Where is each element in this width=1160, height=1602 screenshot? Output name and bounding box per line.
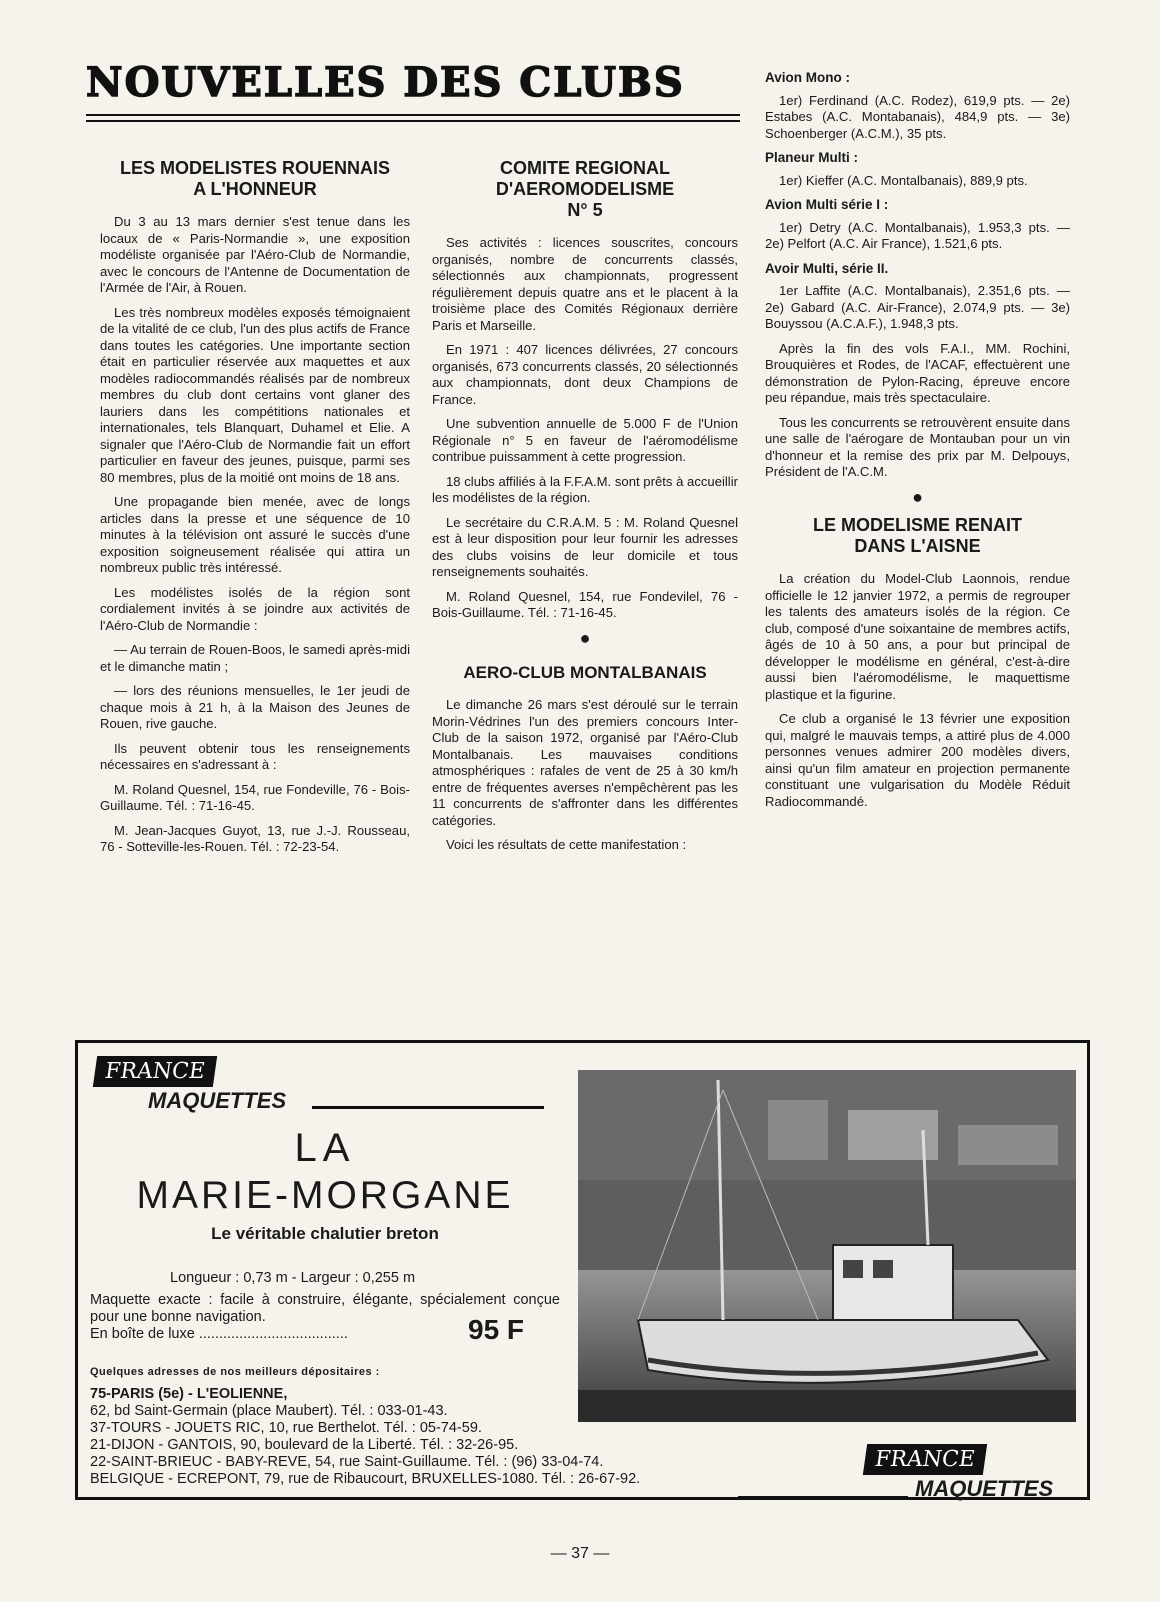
dealers-heading: Quelques adresses de nos meilleurs dépositaires : bbox=[90, 1366, 380, 1378]
ad-price: 95 F bbox=[468, 1314, 525, 1345]
paragraph: 18 clubs affiliés à la F.F.A.M. sont prêts à accueillir les modélistes de la région. bbox=[432, 473, 738, 505]
ad-description: Maquette exacte : facile à construire, élégante, spécialement conçue pour une bonne navigation. bbox=[90, 1292, 560, 1325]
ad-title-line1: LA bbox=[294, 1126, 356, 1170]
section-heading: Avoir Multi, série II. bbox=[765, 260, 889, 276]
paragraph: 1er) Ferdinand (A.C. Rodez), 619,9 pts. — 2e) Estabes (A.C. Montabanais), 484,9 pts. — 3e) Schoenberger (A.C.M.), 35 pts. bbox=[765, 92, 1070, 141]
brand-rule bbox=[312, 1106, 544, 1109]
boat-illustration bbox=[578, 1070, 1076, 1422]
paragraph: — lors des réunions mensuelles, le 1er jeudi de chaque mois à 21 h, à la Maison des Jeunes de Rouen, rive gauche. bbox=[100, 683, 410, 731]
ad-subtitle: Le véritable chalutier breton bbox=[211, 1224, 439, 1243]
paragraph: Une propagande bien menée, avec de longs articles dans la presse et une séquence de 10 minutes à la télévision ont assuré le succès d'une exposition soigneusement réalisée qui attira un nombreux public très intéressé. bbox=[100, 494, 410, 575]
paragraph: Après la fin des vols F.A.I., MM. Rochini, Brouquières et Rodes, de l'ACAF, effectuèrent une démonstration de Pylon-Racing, épreuve encore peu répandue, mais très spectaculaire. bbox=[765, 340, 1070, 405]
paragraph: Du 3 au 13 mars dernier s'est tenue dans les locaux de « Paris-Normandie », une exposition modéliste organisée par l'Aéro-Club de Normandie, avec le concours de l'Antenne de Documentation de l'Armée de l'Air, à Rouen. bbox=[100, 214, 410, 295]
paragraph: Les modélistes isolés de la région sont cordialement invités à se joindre aux activités de l'Aéro-Club de Normandie : bbox=[100, 584, 410, 633]
separator-bullet: ● bbox=[579, 627, 591, 648]
dealer-line: 62, bd Saint-Germain (place Maubert). Tél. : 033-01-43. bbox=[90, 1403, 448, 1419]
section-heading: Avion Multi série I : bbox=[765, 197, 889, 212]
dealer-line: 75-PARIS (5e) - L'EOLIENNE, bbox=[90, 1386, 288, 1402]
dealer-line: 37-TOURS - JOUETS RIC, 10, rue Berthelot. Tél. : 05-74-59. bbox=[90, 1420, 482, 1436]
paragraph: Tous les concurrents se retrouvèrent ensuite dans une salle de l'aérogare de Montauban pour un vin d'honneur et la remise des prix par M. Delpouys, Président de l'A.C.M. bbox=[765, 414, 1070, 479]
section-heading: Planeur Multi : bbox=[765, 150, 859, 165]
paragraph: Ce club a organisé le 13 février une exposition qui, malgré le mauvais temps, a attiré plus de 4.000 personnes venues admirer 200 modèles divers, ainsi qu'un film amateur en projection permanente constituant une vulgarisation du Modèle Réduit Radiocommandé. bbox=[765, 711, 1070, 809]
brand-name: MAQUETTES bbox=[148, 1088, 287, 1113]
paragraph: M. Roland Quesnel, 154, rue Fondeville, 76 - Bois-Guillaume. Tél. : 71-16-45. bbox=[100, 781, 410, 813]
paragraph: M. Roland Quesnel, 154, rue Fondevilel, 76 - Bois-Guillaume. Tél. : 71-16-45. bbox=[432, 588, 738, 620]
section-heading: Avion Mono : bbox=[765, 70, 850, 85]
brand-rule-bottom bbox=[738, 1496, 908, 1499]
paragraph: M. Jean-Jacques Guyot, 13, rue J.-J. Rousseau, 76 - Sotteville-les-Rouen. Tél. : 72-23-54. bbox=[100, 822, 410, 854]
dealer-line: BELGIQUE - ECREPONT, 79, rue de Ribaucourt, BRUXELLES-1080. Tél. : 26-67-92. bbox=[90, 1471, 641, 1487]
article-comite bbox=[432, 158, 738, 862]
paragraph: Le dimanche 26 mars s'est déroulé sur le terrain Morin-Védrines l'un des premiers concours Inter-Club de la saison 1972, organisé par l'Aéro-Club Montalbanais. Les mauvaises conditions atmosphériques : rafales de vent de 25 à 30 km/h entre de fréquentes averses n'empêchèrent pas les 11 concurrents de s'affronter dans les différentes catégories. bbox=[432, 697, 738, 828]
brand-name-bottom: MAQUETTES bbox=[915, 1476, 1054, 1501]
ad-box-line: En boîte de luxe ..................................... bbox=[90, 1326, 348, 1342]
article-title: LE MODELISME RENAIT DANS L'AISNE bbox=[812, 515, 1022, 556]
article-title: AERO-CLUB MONTALBANAIS bbox=[463, 663, 707, 682]
paragraph: Une subvention annuelle de 5.000 F de l'Union Régionale n° 5 en faveur de l'aéromodélisme contribue puissamment à cette progression. bbox=[432, 416, 738, 464]
paragraph: Ses activités : licences souscrites, concours organisés, nombre de concurrents classés, sélectionnés aux championnats, progressent régulièrement depuis quatre ans et le placent à la troisième place des Comités Régionaux derrière Paris et Marseille. bbox=[432, 235, 738, 333]
dealer-line: 21-DIJON - GANTOIS, 90, boulevard de la Liberté. Tél. : 32-26-95. bbox=[90, 1437, 519, 1453]
article-rouennais bbox=[100, 158, 410, 864]
paragraph: Le secrétaire du C.R.A.M. 5 : M. Roland Quesnel est à leur disposition pour leur fournir les adresses des clubs voisins de leur domicile et tous renseignements souhaités. bbox=[432, 514, 738, 579]
paragraph: Ils peuvent obtenir tous les renseignements nécessaires en s'adressant à : bbox=[100, 740, 410, 772]
paragraph: En 1971 : 407 licences délivrées, 27 concours organisés, 673 concurrents classés, 20 sélectionnés aux championnats, dont deux Champions de France. bbox=[432, 342, 738, 407]
paragraph: Voici les résultats de cette manifestation : bbox=[446, 837, 687, 852]
dealer-line: 22-SAINT-BRIEUC - BABY-REVE, 54, rue Saint-Guillaume. Tél. : (96) 33-04-74. bbox=[90, 1454, 604, 1470]
boat-photo bbox=[578, 1070, 1076, 1422]
page-number: — 37 — bbox=[550, 1545, 610, 1562]
ad-dimensions: Longueur : 0,73 m - Largeur : 0,255 m bbox=[170, 1270, 416, 1286]
ad-title-line2: MARIE-MORGANE bbox=[136, 1174, 514, 1217]
paragraph: 1er) Detry (A.C. Montalbanais), 1.953,3 pts. — 2e) Pelfort (A.C. Air France), 1.521,6 pts. bbox=[765, 219, 1070, 251]
paragraph: 1er) Kieffer (A.C. Montalbanais), 889,9 pts. bbox=[779, 172, 1028, 188]
separator-bullet: ● bbox=[912, 486, 923, 507]
article-results bbox=[765, 64, 1070, 818]
paragraph: La création du Model-Club Laonnois, rendue officielle le 12 janvier 1972, a permis de regrouper les talents des amateurs isolés de la région. Ce club, composé d'une soixantaine de membres actifs, âgés de 10 à 50 ans, a pour but principal de développer le modélisme en général, c'est-à-dire aussi bien l'aéromodélisme, le maquettisme plastique et la figurine. bbox=[765, 571, 1070, 702]
masthead-title: NOUVELLES DES CLUBS bbox=[86, 62, 685, 104]
article-title: COMITE REGIONAL D'AEROMODELISME N° 5 bbox=[495, 158, 675, 220]
brand-badge: FRANCE bbox=[95, 1056, 215, 1087]
brand-badge-bottom: FRANCE bbox=[865, 1444, 985, 1475]
paragraph: 1er Laffite (A.C. Montalbanais), 2.351,6 pts. — 2e) Gabard (A.C. Air-France), 2.074,9 pts. — 3e) Bouyssou (A.C.A.F.), 1.948,3 pts. bbox=[765, 283, 1070, 331]
paragraph: — Au terrain de Rouen-Boos, le samedi après-midi et le dimanche matin ; bbox=[100, 642, 410, 674]
masthead-rule bbox=[86, 114, 740, 122]
paragraph: Les très nombreux modèles exposés témoignaient de la vitalité de ce club, l'un des plus actifs de France dans toutes les catégories. Une importante section était en particulier réservée aux maquettes et aux modèles radiocommandés réalisés par de nombreux membres du club dont certains vont glaner des lauriers dans les compétitions nationales et internationales, tels Blanquart, Duhamel et Elie. A signaler que l'Aéro-Club de Normandie fait un effort particulier en faveur des jeunes, puisque, parmi ses 80 membres, plus de la moitié ont moins de 18 ans. bbox=[100, 304, 410, 485]
article-title: LES MODELISTES ROUENNAIS A L'HONNEUR bbox=[119, 158, 391, 199]
